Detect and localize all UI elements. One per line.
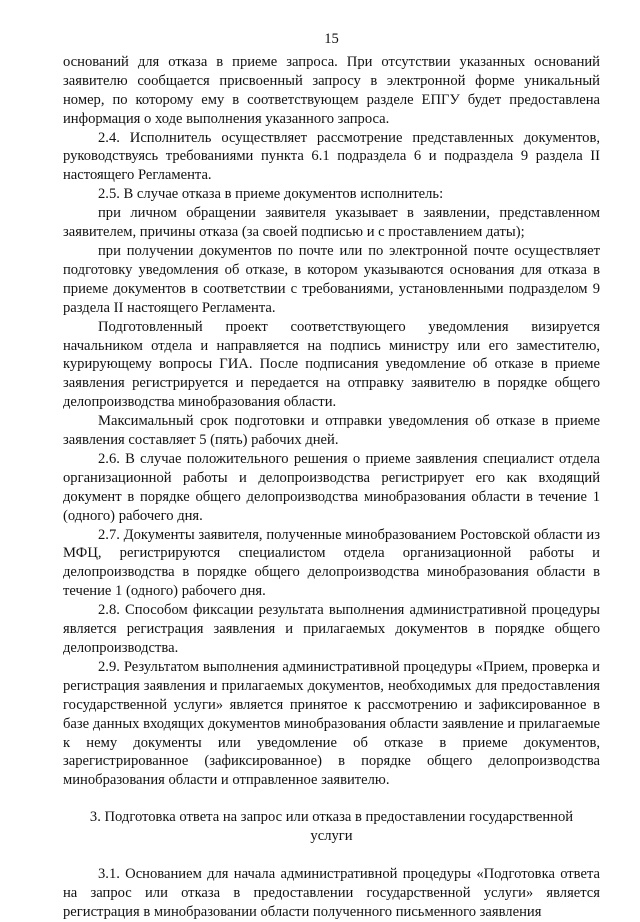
paragraphs-bottom [63, 865, 600, 922]
page-number: 15 [324, 31, 339, 47]
paragraph: при личном обращении заявителя указывает в заявлении, представленном заявителем, причины отказа (за своей подписью и с проставлением даты); [63, 205, 600, 241]
paragraph: 2.6. В случае положительного решения о приеме заявления специалист отдела организационной работы и делопроизводства регистрирует его как входящий документ в порядке общего делопроизводства минобразования области в течение 1 (одного) рабочего дня. [63, 450, 600, 524]
paragraph: 3.1. Основанием для начала административной процедуры «Подготовка ответа на запрос или отказа в предоставлении государственной услуги» является регистрация в минобразовании области полученного письменного заявления [63, 866, 600, 920]
paragraphs-top [63, 53, 600, 790]
paragraph: 2.4. Исполнитель осуществляет рассмотрение представленных документов, руководствуясь требованиями пункта 6.1 подраздела 6 и подраздела 9 раздела II настоящего Регламента. [63, 129, 600, 184]
paragraph: оснований для отказа в приеме запроса. При отсутствии указанных оснований заявителю сообщается присвоенный запросу в электронной форме уникальный номер, по которому ему в соответствующем разделе ЕПГУ будет предоставлена информация о ходе выполнения указанного запроса. [63, 53, 600, 127]
paragraph: 2.7. Документы заявителя, полученные минобразованием Ростовской области из МФЦ, регистрируются специалистом отдела организационной работы и делопроизводства в порядке общего делопроизводства минобразования области в течение 1 (одного) рабочего дня. [63, 526, 600, 600]
paragraph: 2.5. В случае отказа в приеме документов исполнитель: [98, 186, 444, 203]
paragraph: при получении документов по почте или по электронной почте осуществляет подготовку уведомления об отказе, в котором указываются основания для отказа в приеме документов в соответствии с требованиями, установленными подразделом 9 раздела II настоящего Регламента. [63, 242, 600, 316]
paragraph: Максимальный срок подготовки и отправки уведомления об отказе в приеме заявления составляет 5 (пять) рабочих дней. [63, 413, 600, 449]
paragraph: Подготовленный проект соответствующего уведомления визируется начальником отдела и направляется на подпись министру или его заместителю, курирующему вопросы ГИА. После подписания уведомление об отказе в приеме заявления регистрируется и передается на отправку заявителю в порядке общего делопроизводства минобразования области. [63, 318, 600, 411]
paragraph: 2.8. Способом фиксации результата выполнения административной процедуры является регистрация заявления и прилагаемых документов в порядке общего делопроизводства. [63, 602, 600, 656]
section-heading: 3. Подготовка ответа на запрос или отказа в предоставлении государственной услуги [89, 809, 574, 845]
paragraph: 2.9. Результатом выполнения административной процедуры «Прием, проверка и регистрация заявления и прилагаемых документов, необходимых для предоставления государственной услуги» является принятое к рассмотрению и зафиксированное в базе данных входящих документов минобразования области заявление и прилагаемые к нему документы или уведомление об отказе в приеме документов, зарегистрированное (зафиксированное) в порядке общего делопроизводства минобразования области и отправленное заявителю. [63, 658, 600, 789]
